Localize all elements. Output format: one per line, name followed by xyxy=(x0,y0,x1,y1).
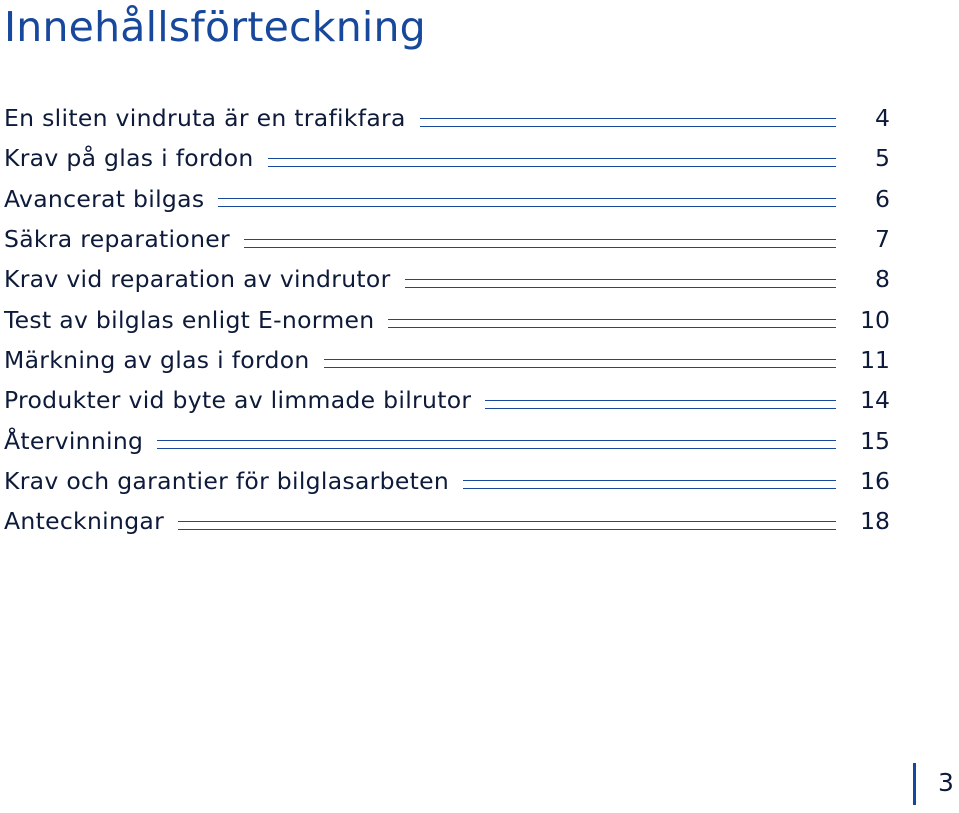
toc-entry-label: Produkter vid byte av limmade bilrutor xyxy=(4,386,472,415)
toc-entry[interactable] xyxy=(4,138,890,178)
toc-entry-page: 14 xyxy=(860,386,890,415)
toc-entry-label: Krav och garantier för bilglasarbeten xyxy=(4,466,450,495)
toc-leader-line xyxy=(244,239,836,248)
toc-leader-line xyxy=(485,400,836,409)
page-number: 3 xyxy=(938,768,954,797)
toc-entry-page: 18 xyxy=(860,507,890,536)
toc-entry[interactable] xyxy=(4,259,890,299)
toc-entry-page: 10 xyxy=(860,305,890,334)
footer-divider xyxy=(913,763,916,805)
toc-entry-page: 5 xyxy=(875,144,890,173)
toc-entry-page: 4 xyxy=(875,104,890,133)
toc-entry-label: Anteckningar xyxy=(4,507,165,536)
toc-entry[interactable] xyxy=(4,299,890,339)
toc-entry-label: Krav på glas i fordon xyxy=(4,144,254,173)
toc-entry[interactable] xyxy=(4,219,890,259)
toc-entry-page: 15 xyxy=(860,426,890,455)
toc-leader-line xyxy=(420,118,836,127)
toc-leader-line xyxy=(388,319,836,328)
toc-entry[interactable] xyxy=(4,98,890,138)
toc-entry-label: Märkning av glas i fordon xyxy=(4,345,310,374)
toc-entry[interactable] xyxy=(4,380,890,420)
toc-entry-page: 16 xyxy=(860,466,890,495)
toc-entry-label: Säkra reparationer xyxy=(4,225,230,254)
toc-entry-label: Krav vid reparation av vindrutor xyxy=(4,265,391,294)
toc-entry-page: 7 xyxy=(875,225,890,254)
toc-leader-line xyxy=(157,440,836,449)
toc-entry[interactable] xyxy=(4,179,890,219)
toc-entry[interactable] xyxy=(4,501,890,541)
toc-entry-label: Test av bilglas enligt E-normen xyxy=(4,305,375,334)
toc-entry-page: 11 xyxy=(860,345,890,374)
toc-entry-page: 6 xyxy=(875,184,890,213)
page-title: Innehållsförteckning xyxy=(4,3,426,51)
toc-entry[interactable] xyxy=(4,420,890,460)
toc-leader-line xyxy=(463,480,836,489)
toc-leader-line xyxy=(405,279,836,288)
toc-entry-page: 8 xyxy=(875,265,890,294)
toc-entry-label: Avancerat bilgas xyxy=(4,184,205,213)
toc-leader-line xyxy=(324,359,836,368)
toc-entry-label: En sliten vindruta är en trafikfara xyxy=(4,104,406,133)
table-of-contents xyxy=(4,98,890,541)
toc-entry[interactable] xyxy=(4,340,890,380)
toc-entry-label: Återvinning xyxy=(4,426,144,455)
toc-leader-line xyxy=(178,521,836,530)
toc-leader-line xyxy=(268,158,836,167)
toc-leader-line xyxy=(218,198,836,207)
toc-entry[interactable] xyxy=(4,461,890,501)
